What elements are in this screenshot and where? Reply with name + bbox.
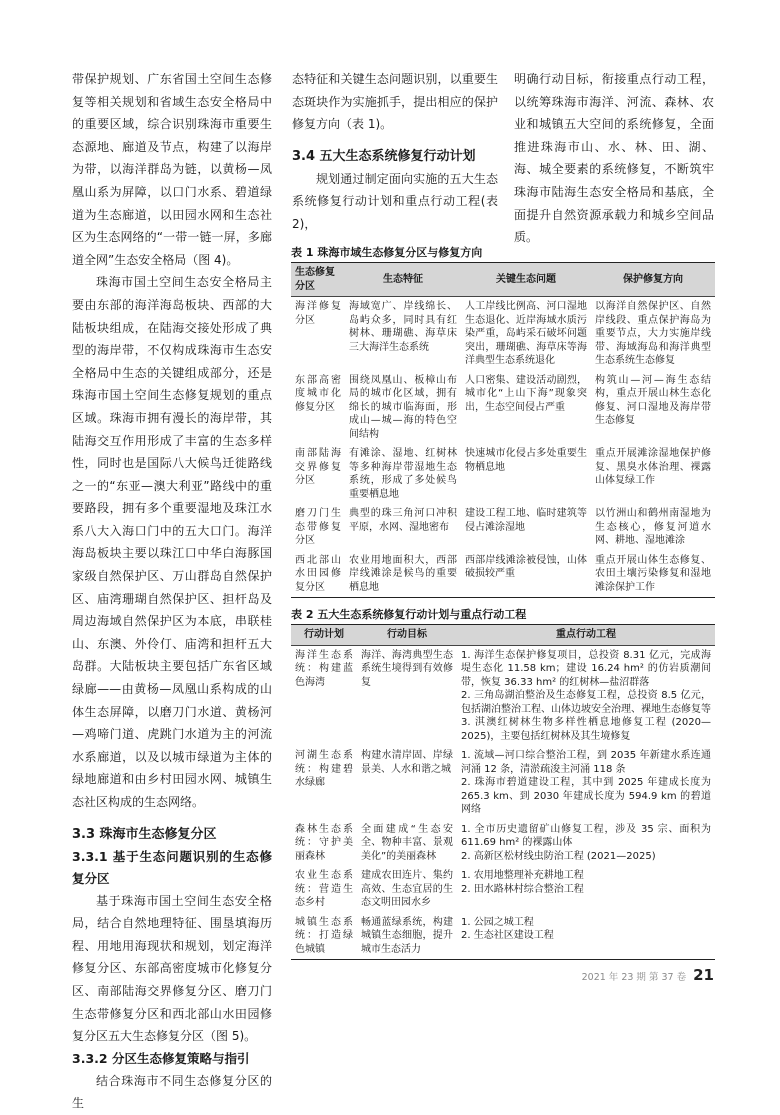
- table-cell: 建成农田连片、集约高效、生态宜居的生态文明田园水乡: [361, 870, 453, 908]
- table-cell: 人工岸线比例高、河口湿地生态退化、近岸海域水质污染严重，岛屿采石破坏问题突出，珊瑚礁、海草床等海洋典型生态系统退化: [465, 301, 587, 366]
- table-cell: 农业生态系统：营造生态乡村: [295, 870, 353, 908]
- table-caption: 表 2 五大生态系统修复行动计划与重点行动工程: [291, 608, 527, 621]
- table-cell: 西部岸线滩涂被侵蚀，山体破损较严重: [461, 551, 591, 598]
- table-row: [291, 504, 715, 551]
- table-cell: 海洋生态系统：构建蓝色海湾: [295, 649, 353, 688]
- table-cell: 有滩涂、湿地、红树林等多种海岸带湿地生态系统，形成了多处候鸟重要栖息地: [349, 448, 457, 500]
- table-cell: 围绕凤凰山、板樟山布局的城市化区域，拥有绵长的城市临海面，形成山—城—海的特色空间结构: [349, 374, 457, 440]
- text-column-middle: [292, 68, 498, 236]
- table-row: [291, 297, 715, 371]
- table-row: [291, 551, 715, 598]
- table-row: [291, 913, 715, 960]
- table-header-row: [291, 263, 715, 297]
- section-heading: 3.4 五大生态系统修复行动计划: [292, 148, 476, 164]
- action-plan-table: [291, 624, 715, 960]
- table-cell: 1. 流域—河口综合整治工程，到 2035 年新建水系连通河涌 12 条，清淤疏浚主河涌 118 条 2. 珠海市碧道建设工程，其中到 2025 年建成长度为 265.3 km、到 2030 年建成长度为 594.9 km 的碧道网络: [461, 750, 711, 815]
- table-cell: 全面建成“生态安全、物种丰富、景观美化”的美丽森林: [361, 823, 453, 862]
- table-cell: 人口密集、建设活动剧烈，城市化“上山下海”现象突出，生态空间侵占严重: [465, 374, 587, 413]
- table-cell: 海域宽广、岸线绵长、岛屿众多，同时具有红树林、珊瑚礁、海草床三大海洋生态系统: [349, 301, 457, 353]
- column-header: 关键生态问题: [461, 263, 591, 297]
- table-cell: 森林生态系统：守护美丽森林: [295, 823, 353, 862]
- column-header: 行动计划: [291, 625, 357, 646]
- issue-info: 2021 年 23 期 第 37 卷: [581, 972, 687, 983]
- column-header: 保护修复方向: [591, 263, 715, 297]
- table-header-row: [291, 625, 715, 646]
- paragraph: 结合珠海市不同生态修复分区的生: [72, 1073, 272, 1111]
- table-row: [291, 444, 715, 504]
- table-cell: 东部高密度城市化修复分区: [295, 374, 341, 413]
- table-row: [291, 866, 715, 913]
- table-cell: 海洋修复分区: [295, 301, 341, 326]
- table-cell: 重点开展滩涂湿地保护修复、黑臭水体治理、裸露山体复绿工作: [595, 448, 711, 486]
- table-cell: 建设工程工地、临时建筑等侵占滩涂湿地: [465, 508, 587, 533]
- table-caption: 表 1 珠海市域生态修复分区与修复方向: [291, 246, 483, 259]
- table-cell: 海洋、海湾典型生态系统生境得到有效修复: [361, 649, 453, 688]
- table-cell: 城镇生态系统：打造绿色城镇: [291, 913, 357, 960]
- column-header: 生态特征: [345, 263, 461, 297]
- zoning-table: [291, 262, 715, 598]
- paragraph: 基于珠海市国土空间生态安全格局，结合自然地理特征、围垦填海历程、用地用海现状和规划，划定海洋修复分区、东部高密度城市化修复分区、南部陆海交界修复分区、磨刀门生态带修复分区和西北部山水田园修复分区五大生态修复分区（图 5)。: [72, 893, 272, 1044]
- paragraph: 态特征和关键生态问题识别，以重要生态斑块作为实施抓手，提出相应的保护修复方向（表 1)。: [292, 72, 498, 132]
- table-cell: 以竹洲山和鹤州南湿地为生态核心，修复河道水网、耕地、湿地滩涂: [595, 508, 711, 546]
- table-cell: 磨刀门生态带修复分区: [295, 508, 341, 546]
- table-cell: 河湖生态系统：构建碧水绿廊: [295, 750, 353, 788]
- page-number: 21: [693, 966, 714, 984]
- text-column-left: [72, 68, 272, 1115]
- column-header: 行动目标: [357, 625, 457, 646]
- table-cell: 农业用地面积大，西部岸线滩涂是候鸟的重要栖息地: [345, 551, 461, 598]
- table-cell: 1. 全市历史遗留矿山修复工程，涉及 35 宗、面积为 611.69 hm² 的裸露山体 2. 高新区松材线虫防治工程 (2021—2025): [461, 823, 711, 862]
- table-cell: 西北部山水田园修复分区: [291, 551, 345, 598]
- table-row: [291, 645, 715, 746]
- column-header: 重点行动工程: [457, 625, 715, 646]
- table-cell: 构建水清岸固、岸绿景美、人水和谐之城: [361, 750, 453, 775]
- table-cell: 畅通蓝绿系统，构建城镇生态细胞，提升城市生态活力: [357, 913, 457, 960]
- table-cell: 1. 农用地整理补充耕地工程 2. 田水路林村综合整治工程: [461, 870, 584, 895]
- page-footer: [582, 966, 714, 984]
- table-cell: 以海洋自然保护区、自然岸线段、重点保护海岛为重要节点，大力实施岸线带、海域海岛和海洋典型生态系统生态修复: [595, 301, 711, 366]
- section-heading: 3.3 珠海市生态修复分区: [72, 826, 217, 842]
- table-cell: 1. 公园之城工程 2. 生态社区建设工程: [457, 913, 715, 960]
- subsection-heading: 3.3.2 分区生态修复策略与指引: [72, 1050, 250, 1066]
- table-cell: 南部陆海交界修复分区: [295, 448, 341, 486]
- table-cell: 典型的珠三角河口冲积平原，水网、湿地密布: [349, 508, 457, 533]
- text-column-right: [514, 68, 714, 249]
- table-cell: 重点开展山体生态修复、农田土壤污染修复和湿地滩涂保护工作: [591, 551, 715, 598]
- table-cell: 构筑山—河—海生态结构，重点开展山林生态化修复、河口湿地及海岸带生态修复: [595, 374, 711, 426]
- table-row: [291, 746, 715, 820]
- paragraph: 珠海市国土空间生态安全格局主要由东部的海洋海岛板块、西部的大陆板块组成，在陆海交接处形成了典型的海岸带，不仅构成珠海市生态安全格局中生态的关键组成部分，还是珠海市国土空间生态修复规划的重点区域。珠海市拥有漫长的海岸带，其陆海交互作用形成了丰富的生态多样性，同时也是国际八大候鸟迁徙路线之一的“东亚—澳大利亚”路线中的重要路段，拥有多个重要湿地及珠江水系八大入海口门中的五大口门。海洋海岛板块主要以珠江口中华白海豚国家级自然保护区、万山群岛自然保护区、庙湾珊瑚自然保护区、担杆岛及周边海域自然保护区为本底，串联桂山、东澳、外伶仃、庙湾和担杆五大岛群。大陆板块主要包括广东省区域绿廊——由黄杨—凤凰山系构成的山体生态屏障，以磨刀门水道、黄杨河—鸡啼门道、虎跳门水道为主的河流水系廊道，以及以城市绿道为主体的绿地廊道和由乡村田园水网、城镇生态社区构成的生态网络。: [72, 275, 272, 809]
- paragraph: 明确行动目标，衔接重点行动工程，以统筹珠海市海洋、河流、森林、农业和城镇五大空间的系统修复，全面推进珠海市山、水、林、田、湖、海、城全要素的系统修复，不断筑牢珠海市陆海生态安全格局和基底，全面提升自然资源承载力和城乡空间品质。: [514, 72, 714, 245]
- column-header: 生态修复分区: [291, 263, 345, 297]
- table-row: [291, 820, 715, 867]
- table-cell: 快速城市化侵占多处重要生物栖息地: [465, 448, 587, 473]
- table-cell: 1. 海洋生态保护修复项目，总投资 8.31 亿元，完成海堤生态化 11.58 km；建设 16.24 hm² 的仿岩质潮间带，恢复 36.33 hm² 的红树林—盐沼群落 2. 三角岛湖泊整治及生态修复工程，总投资 8.5 亿元，包括湖泊整治工程、山体边坡安全治理、裸地生态修复等 3. 淇澳红树林生物多样性栖息地修复工程 (2020—2025)，主要包括红树林及其生境修复: [461, 649, 711, 742]
- subsection-heading: 3.3.1 基于生态问题识别的生态修复分区: [72, 848, 272, 886]
- table-row: [291, 371, 715, 445]
- paragraph: 规划通过制定面向实施的五大生态系统修复行动计划和重点行动工程(表 2)，: [292, 171, 498, 231]
- paragraph: 带保护规划、广东省国土空间生态修复等相关规划和省域生态安全格局中的重要区域，综合识别珠海市重要生态源地、廊道及节点，构建了以海岸为带，以海洋群岛为链，以黄杨—凤凰山系为屏障，以口门水系、碧道绿道为生态廊道，以田园水网和生态社区为生态网络的“一带一链一屏，多廊道全网”生态安全格局（图 4)。: [72, 72, 272, 267]
